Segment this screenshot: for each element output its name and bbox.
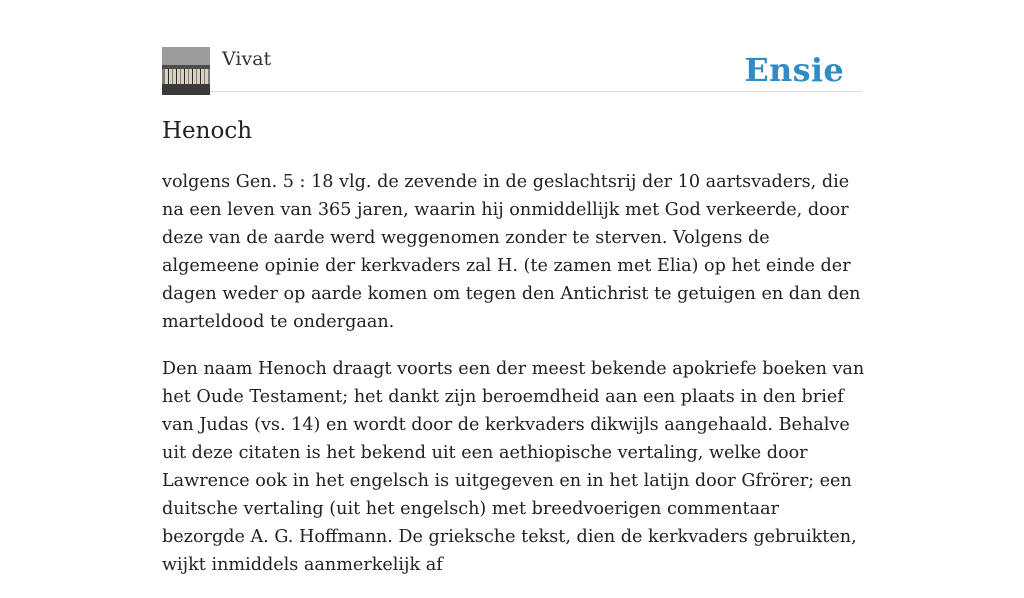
article-title: Henoch xyxy=(162,118,253,144)
author-avatar[interactable] xyxy=(162,47,210,95)
site-header xyxy=(162,0,862,92)
author-name[interactable]: Vivat xyxy=(222,48,272,70)
site-logo[interactable]: Ensie xyxy=(744,51,844,89)
article-body xyxy=(162,168,866,598)
article-paragraph: volgens Gen. 5 : 18 vlg. de zevende in de geslachtsrij der 10 aartsvaders, die na een leven van 365 jaren, waarin hij onmiddellijk met God verkeerde, door deze van de aarde werd weggenomen zonder te sterven. Volgens de algemeene opinie der kerkvaders zal H. (te zamen met Elia) op het einde der dagen weder op aarde komen om tegen den Antichrist te getuigen en dan den marteldood te ondergaan. xyxy=(162,172,861,332)
article-paragraph: Den naam Henoch draagt voorts een der meest bekende apokriefe boeken van het Oude Testament; het dankt zijn beroemdheid aan een plaats in den brief van Judas (vs. 14) en wordt door de kerkvaders dikwijls aangehaald. Behalve uit deze citaten is het bekend uit een aethiopische vertaling, welke door Lawrence ook in het engelsch is uitgegeven en in het latijn door Gfrörer; een duitsche vertaling (uit het engelsch) met breedvoerigen commentaar bezorgde A. G. Hoffmann. De grieksche tekst, dien de kerkvaders gebruikten, wijkt inmiddels aanmerkelijk af xyxy=(162,359,865,575)
bookshelf-photo-icon xyxy=(162,47,210,95)
page-container xyxy=(162,0,865,575)
